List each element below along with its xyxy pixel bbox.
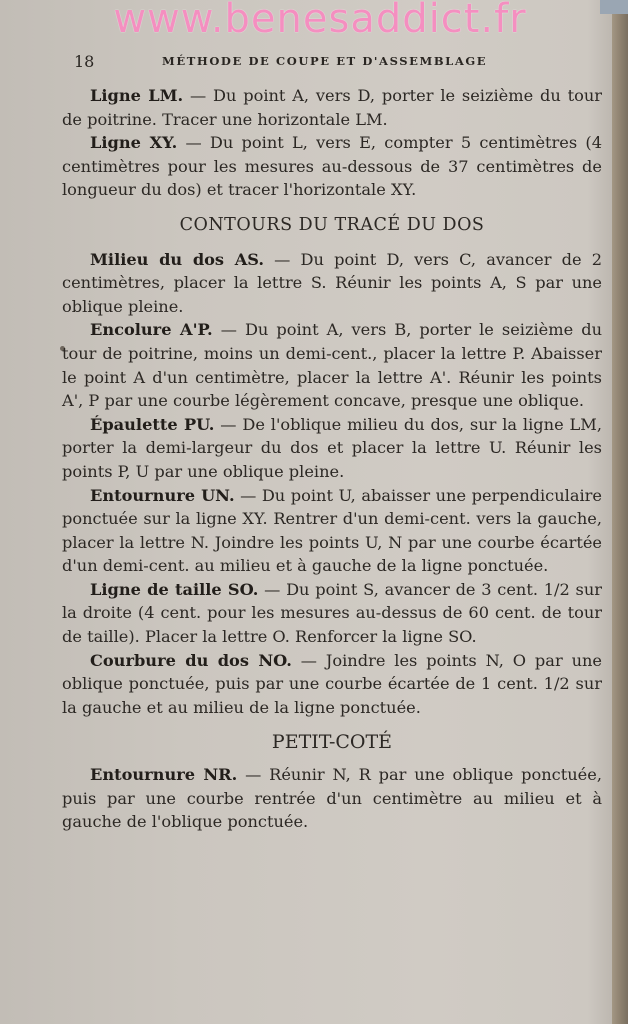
paragraph-ligne-xy: [62, 131, 602, 202]
paragraph-term: Courbure du dos NO.: [90, 650, 292, 670]
section-heading-contours: CONTOURS DU TRACÉ DU DOS: [179, 214, 485, 235]
section-heading-petit-cote: PETIT-COTÉ: [271, 731, 393, 754]
paragraph-entournure-nr: [62, 763, 602, 834]
paragraph-term: Entournure UN.: [90, 485, 235, 505]
paragraph-text: — Du point S, avancer de 3 cent. 1/2 sur la droite (4 cent. pour les mesures au-dessus de 60 cent. de tour de taille). Placer la lettre O. Renforcer la ligne SO.: [62, 579, 602, 647]
paragraph-term: Ligne de taille SO.: [90, 579, 259, 599]
background-corner: [600, 0, 628, 14]
watermark: www.benesaddict.fr: [113, 0, 527, 42]
running-title: MÉTHODE DE COUPE ET D'ASSEMBLAGE: [162, 54, 488, 68]
paragraph-milieu-du-dos: [62, 248, 602, 319]
paragraph-ligne-lm: [62, 84, 602, 131]
page-body: [62, 84, 602, 834]
paragraph-encolure: [62, 318, 602, 412]
page-header: [74, 52, 594, 72]
paragraph-term: Entournure NR.: [90, 765, 238, 785]
paragraph-text: — Du point A, vers B, porter le seizième du tour de poitrine, moins un demi-cent., placer la lettre P. Abaisser le point A d'un centimètre, placer la lettre A'. Réunir les points A', P par une courbe légèrement concave, presque une oblique.: [62, 320, 602, 411]
paragraph-text: — Du point A, vers D, porter le seizième du tour de poitrine. Tracer une horizontale LM.: [62, 86, 603, 129]
book-edge: [612, 0, 628, 1024]
paragraph-epaulette: [62, 413, 602, 484]
paragraph-entournure-un: [62, 484, 602, 578]
paragraph-text: — Joindre les points N, O par une oblique ponctuée, puis par une courbe écartée de 1 cent. 1/2 sur la gauche et au milieu de la ligne ponctuée.: [62, 650, 603, 717]
paragraph-courbure-du-dos: [62, 649, 602, 720]
paragraph-ligne-de-taille: [62, 578, 602, 649]
paragraph-term: Ligne XY.: [90, 133, 178, 153]
paragraph-text: — De l'oblique milieu du dos, sur la ligne LM, porter la demi-largeur du dos et placer la lettre U. Réunir les points P, U par une oblique pleine.: [62, 414, 602, 481]
paragraph-term: Milieu du dos AS.: [90, 249, 265, 269]
paragraph-text: — Réunir N, R par une oblique ponctuée, puis par une courbe rentrée d'un centimètre au milieu et à gauche de l'oblique ponctuée.: [62, 765, 602, 832]
paragraph-text: — Du point U, abaisser une perpendiculaire ponctuée sur la ligne XY. Rentrer d'un demi-cent. vers la gauche, placer la lettre N. Joindre les points U, N par une courbe écartée d'un demi-cent. au milieu et à gauche de la ligne ponctuée.: [62, 485, 602, 576]
paragraph-term: Épaulette PU.: [90, 414, 215, 434]
page-number: 18: [74, 52, 95, 71]
paragraph-text: — Du point D, vers C, avancer de 2 centimètres, placer la lettre S. Réunir les points A, S par une oblique pleine.: [62, 249, 603, 316]
paragraph-text: — Du point L, vers E, compter 5 centimètres (4 centimètres pour les mesures au-dessous de 37 centimètres de longueur du dos) et tracer l'horizontale XY.: [62, 133, 602, 200]
paragraph-term: Encolure A'P.: [90, 320, 213, 340]
paragraph-term: Ligne LM.: [90, 86, 184, 105]
